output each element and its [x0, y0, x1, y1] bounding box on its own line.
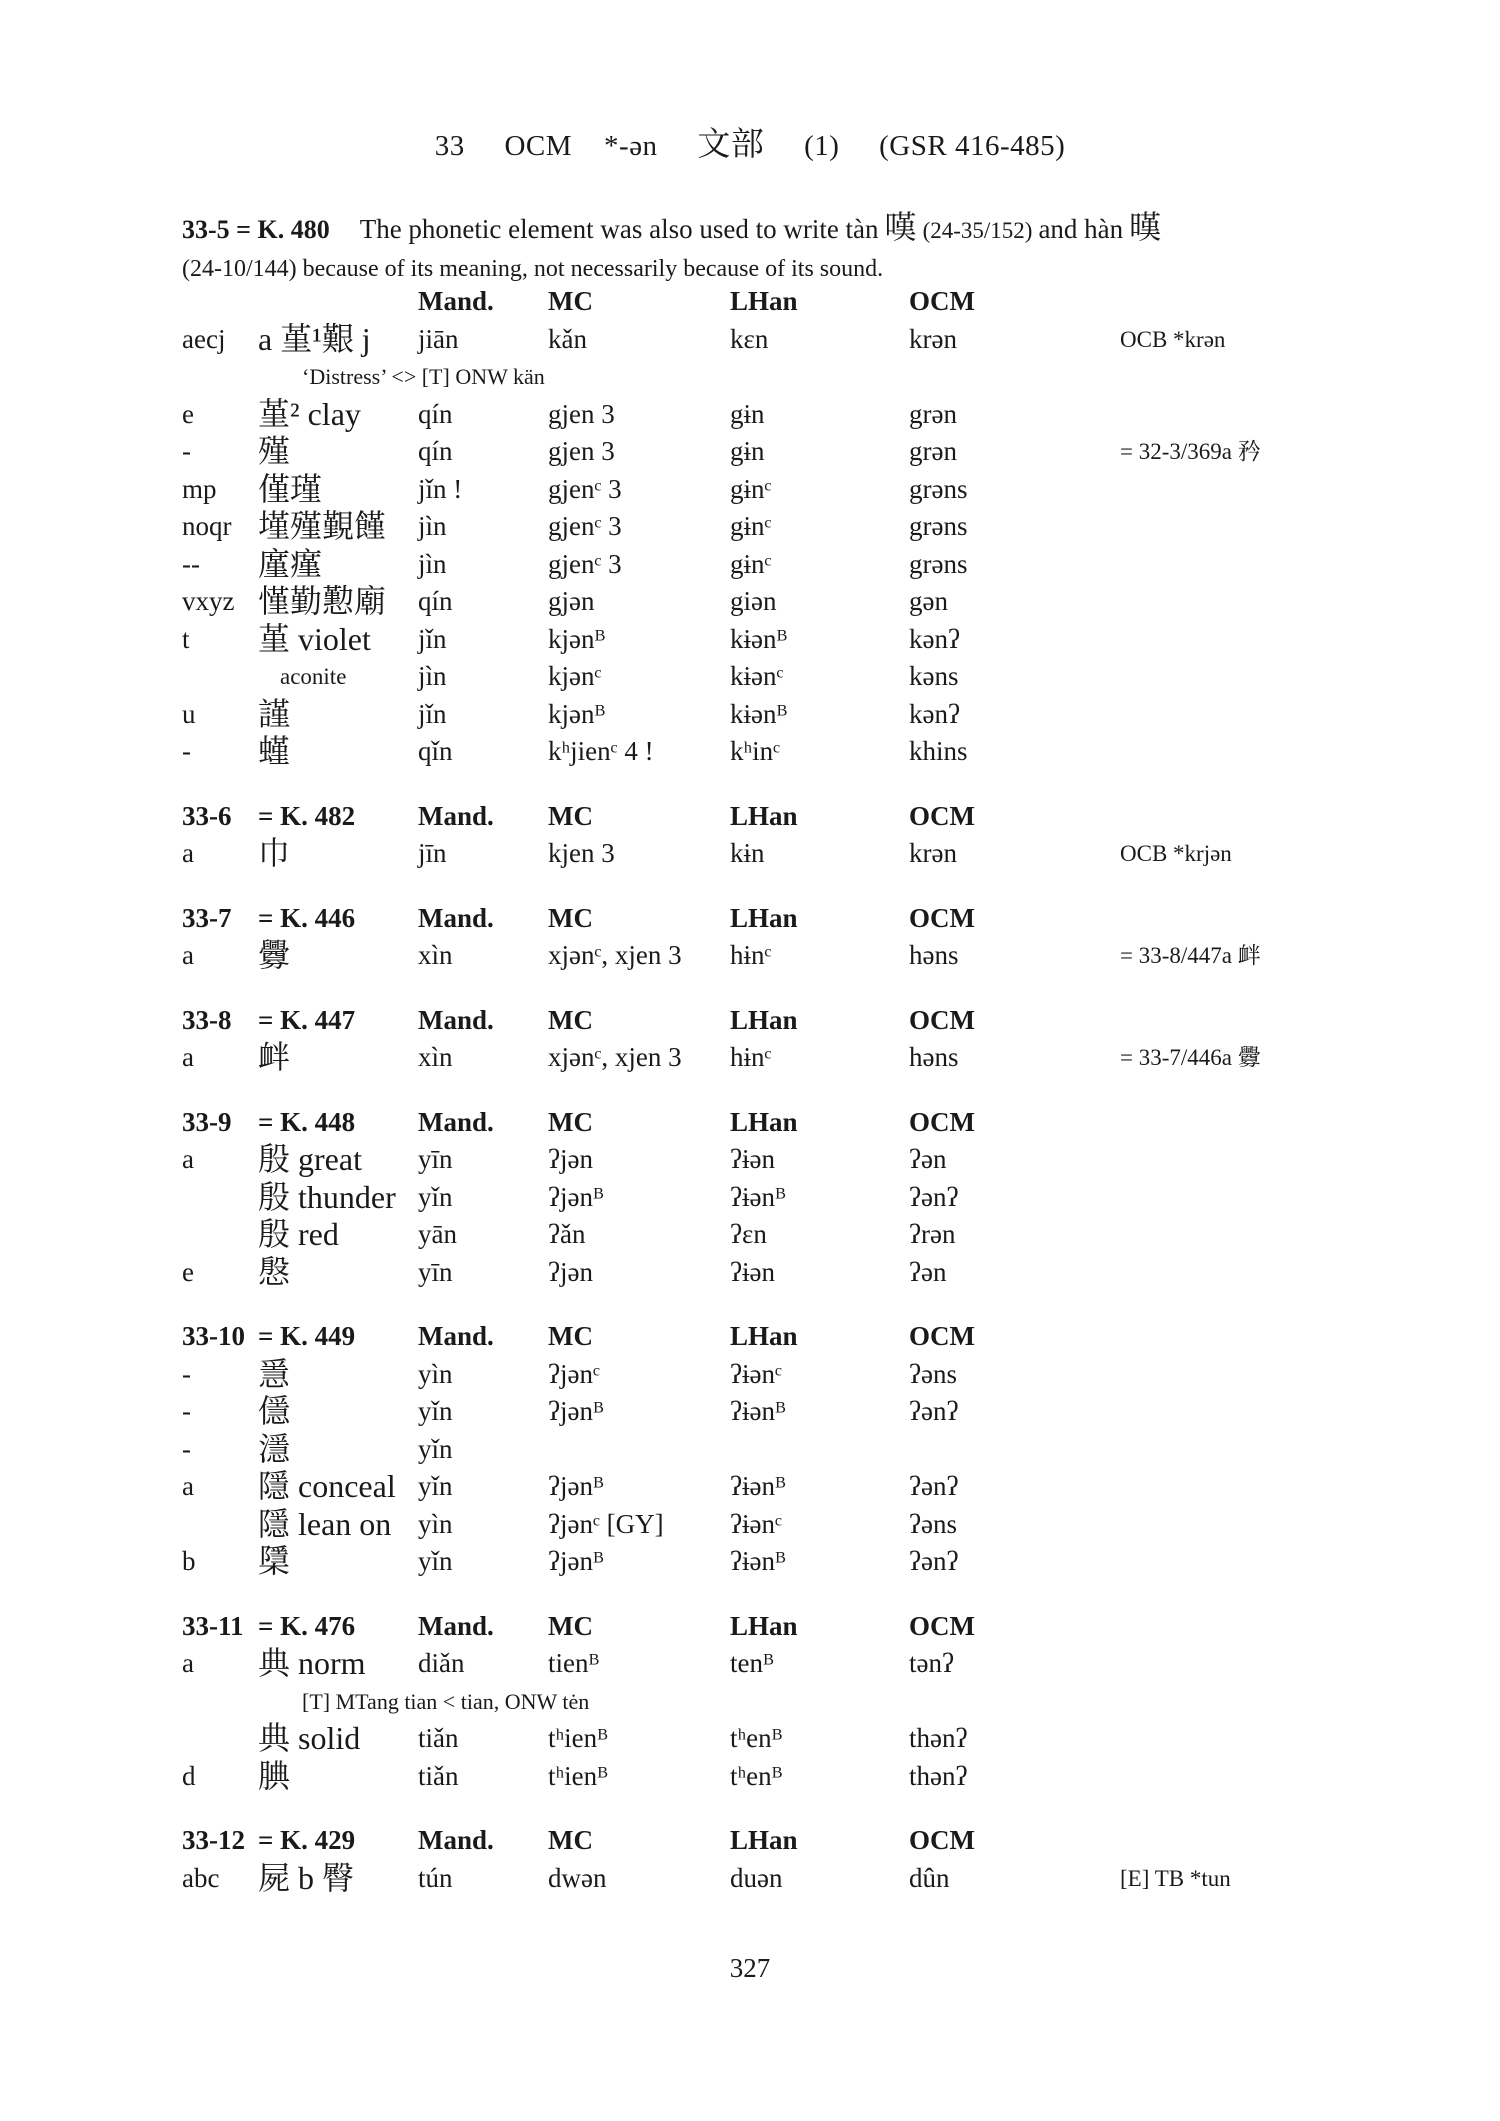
table-row — [182, 1683, 1382, 1721]
cell-ocm: grəns — [909, 548, 968, 579]
header-char: = K. 429 — [258, 1825, 356, 1855]
cell-mand: yīn — [418, 1256, 453, 1287]
cell-ocm: krən — [909, 838, 957, 868]
cell-mc: ʔjənᴮ — [548, 1546, 604, 1576]
table-row — [182, 621, 1382, 659]
cell-set: -- — [182, 548, 200, 579]
cell-lhan: ʔɨənᴮ — [730, 1546, 786, 1576]
header-mand: Mand. — [418, 1004, 494, 1035]
cell-char: 隱 conceal — [258, 1468, 396, 1504]
cell-mc: ʔjən — [548, 1256, 593, 1287]
phonetic-series-table — [182, 283, 1382, 1924]
table-row — [182, 396, 1382, 434]
cell-set: vxyz — [182, 586, 235, 616]
cell-lhan: tʰenᴮ — [730, 1723, 783, 1753]
cell-set: - — [182, 1433, 191, 1464]
cell-mand: tún — [418, 1862, 453, 1893]
cell-ocm: gən — [909, 586, 948, 616]
header-mc: MC — [548, 1321, 593, 1351]
cell-lhan: kʰinᶜ — [730, 736, 781, 766]
cell-ocm: ʔənʔ — [909, 1181, 959, 1212]
series-header — [182, 1822, 1382, 1860]
table-row — [182, 1179, 1382, 1217]
series-33-7 — [182, 900, 1382, 975]
cell-char: 屍 b 臀 — [258, 1859, 355, 1896]
cell-lhan: ʔɛn — [730, 1219, 767, 1249]
cell-mand: tiǎn — [418, 1723, 459, 1753]
annotation-line: [T] MTang tian < tian, ONW tėn — [302, 1688, 590, 1714]
cell-mc: ʔjənᴮ — [548, 1181, 604, 1212]
header-mand: Mand. — [418, 800, 494, 831]
cell-mand: yǐn — [418, 1471, 453, 1501]
cell-set: a — [182, 940, 194, 970]
cell-mc: ʔǎn — [548, 1219, 586, 1249]
cell-mc: tienᴮ — [548, 1648, 599, 1678]
table-row — [182, 658, 1382, 696]
table-row — [182, 358, 1382, 396]
cell-char: 㒚 — [258, 1393, 291, 1429]
cell-lhan: gɨn — [730, 398, 765, 429]
cell-ocm: dûn — [909, 1862, 950, 1893]
cell-char: 殣 — [258, 433, 291, 469]
cell-mc: gjən — [548, 586, 595, 616]
cell-lhan: gɨnᶜ — [730, 548, 772, 579]
table-row — [182, 1468, 1382, 1506]
header-lhan: LHan — [730, 1825, 798, 1855]
rime-final: *-ən — [604, 130, 658, 162]
intro-key: 33-5 = K. 480 — [182, 215, 330, 244]
cell-lhan: ʔɨənᶜ — [730, 1358, 782, 1389]
table-row — [182, 696, 1382, 734]
header-set: 33-9 — [182, 1106, 232, 1137]
cell-ocm: kənʔ — [909, 623, 960, 654]
cell-mand: jǐn — [418, 698, 447, 729]
cell-ocm: khins — [909, 736, 968, 766]
header-char: = K. 446 — [258, 902, 356, 933]
cell-char: 衅 — [258, 1039, 291, 1075]
series-33-10 — [182, 1318, 1382, 1581]
series-header — [182, 1318, 1382, 1356]
cell-mand: qín — [418, 586, 453, 616]
table-row — [182, 1356, 1382, 1394]
cell-char: 慇 — [258, 1253, 291, 1290]
cell-char: 謹 — [258, 695, 291, 732]
cell-mand: yān — [418, 1219, 457, 1249]
header-mc: MC — [548, 1106, 593, 1137]
cell-char: 慬勤懃廟 — [258, 583, 387, 619]
header-ocm: OCM — [909, 1106, 975, 1137]
table-row — [182, 1720, 1382, 1758]
cell-set: aecj — [182, 323, 226, 354]
chapter-number: 33 — [434, 130, 465, 162]
cell-char: 殷 red — [258, 1216, 339, 1252]
series-header — [182, 798, 1382, 836]
header-lhan: LHan — [730, 286, 798, 316]
intro-lead: The phonetic element was also used to write tàn — [359, 214, 879, 244]
cell-lhan: ʔɨənᴮ — [730, 1471, 786, 1501]
cell-char: 㥯 — [258, 1355, 291, 1392]
cell-lhan: tʰenᴮ — [730, 1760, 783, 1791]
cell-set: e — [182, 1256, 194, 1287]
intro-paragraph — [182, 208, 1322, 288]
cell-ocm: grəns — [909, 511, 968, 541]
cell-note: = 33-7/446a 釁 — [1120, 1045, 1261, 1070]
table-row — [182, 1393, 1382, 1431]
cell-set: abc — [182, 1862, 220, 1893]
cell-lhan: tenᴮ — [730, 1648, 774, 1678]
header-ocm: OCM — [909, 1004, 975, 1035]
header-mand: Mand. — [418, 1321, 494, 1351]
cell-mc: gjenᶜ 3 — [548, 548, 622, 579]
cell-mc: gjenᶜ 3 — [548, 473, 622, 504]
cell-ocm: tənʔ — [909, 1648, 954, 1678]
cell-mc: tʰienᴮ — [548, 1760, 608, 1791]
cell-ocm: həns — [909, 1042, 959, 1072]
header-ocm: OCM — [909, 286, 975, 316]
table-row — [182, 1860, 1382, 1898]
cell-note: = 32-3/369a 矜 — [1120, 439, 1261, 464]
cell-mand: yǐn — [418, 1396, 453, 1426]
header-set: 33-7 — [182, 902, 232, 933]
cell-set: a — [182, 1042, 194, 1072]
cell-set: t — [182, 623, 190, 654]
cell-char: 腆 — [258, 1757, 291, 1794]
table-row — [182, 508, 1382, 546]
series-33-11 — [182, 1608, 1382, 1796]
cell-ocm: ʔənʔ — [909, 1546, 959, 1576]
series-33-5 — [182, 283, 1382, 771]
cell-lhan: hɨnᶜ — [730, 940, 772, 970]
cell-ocm: grəns — [909, 473, 968, 504]
cell-char: 螼 — [258, 733, 291, 769]
cell-mand: jìn — [418, 548, 447, 579]
cell-set: - — [182, 736, 191, 766]
cell-char: 僅瑾 — [258, 470, 323, 507]
cell-ocm: krən — [909, 323, 957, 354]
cell-lhan: kɨənᴮ — [730, 698, 787, 729]
header-char: = K. 482 — [258, 800, 356, 831]
cell-mc: ʔjənᶜ — [548, 1358, 600, 1389]
cell-char: 典 solid — [258, 1720, 361, 1756]
cell-mand: jǐn — [418, 623, 447, 654]
cell-char: 殷 thunder — [258, 1178, 396, 1215]
cell-mand: yìn — [418, 1358, 453, 1389]
cell-lhan: ʔɨənᶜ — [730, 1508, 782, 1539]
header-ocm: OCM — [909, 1321, 975, 1351]
series-33-8 — [182, 1002, 1382, 1077]
series-33-9 — [182, 1104, 1382, 1292]
cell-mand: jìn — [418, 511, 447, 541]
cell-lhan: ʔɨənᴮ — [730, 1396, 786, 1426]
header-mc: MC — [548, 286, 593, 316]
header-set: 33-6 — [182, 800, 232, 831]
cell-set: - — [182, 1358, 191, 1389]
cell-lhan: giən — [730, 586, 777, 616]
table-row — [182, 1216, 1382, 1254]
cell-ocm: thənʔ — [909, 1760, 968, 1791]
cell-lhan: kɨənᴮ — [730, 623, 787, 654]
cell-lhan: gɨnᶜ — [730, 473, 772, 504]
cell-mc: kjen 3 — [548, 838, 615, 868]
intro-and: and hàn — [1038, 214, 1124, 244]
header-mand: Mand. — [418, 902, 494, 933]
header-mand: Mand. — [418, 1106, 494, 1137]
cell-ocm: ʔənʔ — [909, 1396, 959, 1426]
cell-lhan: ʔɨənᴮ — [730, 1181, 786, 1212]
cell-mand: jiān — [418, 323, 459, 354]
cell-mand: diǎn — [418, 1648, 465, 1678]
cell-set: e — [182, 398, 194, 429]
cell-mand: jìn — [418, 661, 447, 691]
cell-char: 堇² clay — [258, 395, 361, 432]
series-33-6 — [182, 798, 1382, 873]
header-mand: Mand. — [418, 1825, 494, 1855]
header-mc: MC — [548, 1825, 593, 1855]
cell-set: a — [182, 838, 194, 868]
cell-ocm: ʔən — [909, 1256, 947, 1287]
page-number: 327 — [729, 1953, 771, 1983]
cell-ocm: ʔəns — [909, 1508, 957, 1539]
cell-note: = 33-8/447a 衅 — [1120, 943, 1261, 968]
cell-mc: kjənᴮ — [548, 698, 605, 729]
cell-mand: qǐn — [418, 736, 453, 766]
cell-char: a 堇¹艱 j — [258, 320, 371, 357]
table-row — [182, 733, 1382, 771]
cell-mand: yǐn — [418, 1181, 453, 1212]
cell-mand: yīn — [418, 1144, 453, 1174]
cell-char: 濦 — [258, 1430, 291, 1467]
rime-part: (1) — [804, 130, 840, 162]
cell-set: a — [182, 1471, 194, 1501]
intro-char-1: 嘆 — [884, 209, 917, 245]
cell-lhan: duən — [730, 1862, 783, 1893]
table-row — [182, 471, 1382, 509]
table-row — [182, 937, 1382, 975]
cell-mc: ʔjənᴮ — [548, 1471, 604, 1501]
header-ocm: OCM — [909, 902, 975, 933]
cell-set: b — [182, 1546, 196, 1576]
cell-mc: ʔjənᶜ [GY] — [548, 1508, 664, 1539]
cell-mand: jǐn ! — [418, 473, 463, 504]
header-lhan: LHan — [730, 902, 798, 933]
header-ocm: OCM — [909, 800, 975, 831]
cell-set: d — [182, 1760, 196, 1791]
cell-char: aconite — [280, 664, 347, 689]
cell-mc: xjənᶜ, xjen 3 — [548, 940, 682, 970]
table-row — [182, 1645, 1382, 1683]
cell-note: OCB *krjən — [1120, 841, 1232, 866]
table-row — [182, 546, 1382, 584]
cell-mc: gjen 3 — [548, 436, 615, 466]
header-char: = K. 449 — [258, 1321, 356, 1351]
cell-set: a — [182, 1144, 194, 1174]
series-header — [182, 1104, 1382, 1142]
rime-label: OCM — [504, 130, 573, 162]
page-header — [0, 118, 1500, 165]
cell-char: 釁 — [258, 937, 291, 973]
header-lhan: LHan — [730, 1106, 798, 1137]
series-header — [182, 900, 1382, 938]
cell-note: [E] TB *tun — [1120, 1865, 1231, 1891]
cell-ocm: ʔrən — [909, 1219, 956, 1249]
cell-mc: gjenᶜ 3 — [548, 511, 622, 541]
series-header — [182, 283, 1382, 321]
cell-mand: tiǎn — [418, 1760, 459, 1791]
cell-lhan: kɨn — [730, 838, 765, 868]
cell-ocm: grən — [909, 436, 957, 466]
cell-ocm: həns — [909, 940, 959, 970]
header-mc: MC — [548, 800, 593, 831]
table-row — [182, 1506, 1382, 1544]
header-mc: MC — [548, 1004, 593, 1035]
table-row — [182, 583, 1382, 621]
header-char: = K. 476 — [258, 1610, 356, 1641]
cell-mc: kjənᶜ — [548, 661, 602, 691]
header-set: 33-11 — [182, 1610, 244, 1641]
cell-lhan: gɨn — [730, 436, 765, 466]
cell-note: OCB *krən — [1120, 326, 1226, 352]
table-row — [182, 1431, 1382, 1469]
table-row — [182, 1758, 1382, 1796]
cell-char: 堇 violet — [258, 620, 371, 657]
table-row — [182, 1141, 1382, 1179]
header-set: 33-10 — [182, 1321, 245, 1351]
series-header — [182, 1608, 1382, 1646]
cell-char: 巾 — [258, 835, 291, 871]
header-set: 33-12 — [182, 1825, 245, 1855]
cell-char: 殷 great — [258, 1141, 362, 1177]
cell-mand: yǐn — [418, 1546, 453, 1576]
cell-set: - — [182, 1396, 191, 1426]
cell-char: 典 norm — [258, 1645, 366, 1681]
intro-line-2: (24-10/144) because of its meaning, not necessarily because of its sound. — [182, 256, 884, 282]
header-mand: Mand. — [418, 286, 494, 316]
cell-mand: yìn — [418, 1508, 453, 1539]
intro-char-2: 暵 — [1129, 209, 1162, 245]
cell-ocm: ʔənʔ — [909, 1471, 959, 1501]
cell-mc: kʰjienᶜ 4 ! — [548, 736, 654, 766]
cell-mand: jīn — [418, 838, 447, 868]
header-lhan: LHan — [730, 1321, 798, 1351]
cell-set: u — [182, 698, 196, 729]
table-row — [182, 1039, 1382, 1077]
header-mand: Mand. — [418, 1610, 494, 1641]
header-lhan: LHan — [730, 1610, 798, 1641]
header-mc: MC — [548, 902, 593, 933]
table-row — [182, 1543, 1382, 1581]
cell-ocm: kəns — [909, 661, 959, 691]
cell-ocm: ʔəns — [909, 1358, 957, 1389]
header-lhan: LHan — [730, 1004, 798, 1035]
cell-lhan: kɛn — [730, 323, 769, 354]
cell-ocm: ʔən — [909, 1144, 947, 1174]
cell-lhan: kɨənᶜ — [730, 661, 784, 691]
cell-mand: xìn — [418, 1042, 453, 1072]
table-row — [182, 433, 1382, 471]
header-ocm: OCM — [909, 1825, 975, 1855]
cell-mc: xjənᶜ, xjen 3 — [548, 1042, 682, 1072]
cell-mc: dwən — [548, 1862, 607, 1893]
cell-mc: tʰienᴮ — [548, 1723, 608, 1753]
cell-mand: xìn — [418, 940, 453, 970]
table-row — [182, 835, 1382, 873]
series-33-12 — [182, 1822, 1382, 1897]
cell-mc: ʔjənᴮ — [548, 1396, 604, 1426]
cell-set: a — [182, 1648, 194, 1678]
cell-lhan: ʔɨən — [730, 1144, 775, 1174]
annotation-line: ‘Distress’ <> [T] ONW kän — [302, 364, 545, 389]
cell-lhan: ʔɨən — [730, 1256, 775, 1287]
cell-mc: ʔjən — [548, 1144, 593, 1174]
cell-mand: qín — [418, 436, 453, 466]
cell-char: 墐殣覲饉 — [258, 508, 387, 544]
cell-mc: gjen 3 — [548, 398, 615, 429]
cell-char: 檃 — [258, 1543, 291, 1579]
header-char: = K. 447 — [258, 1004, 356, 1035]
cell-char: 隱 lean on — [258, 1505, 392, 1542]
cell-set: - — [182, 436, 191, 466]
gsr-range: (GSR 416-485) — [879, 130, 1066, 162]
series-header — [182, 1002, 1382, 1040]
header-set: 33-8 — [182, 1004, 232, 1035]
header-mc: MC — [548, 1610, 593, 1641]
cell-mand: qín — [418, 398, 453, 429]
cell-ocm: grən — [909, 398, 957, 429]
cell-set: mp — [182, 473, 217, 504]
header-ocm: OCM — [909, 1610, 975, 1641]
intro-ref-1: (24-35/152) — [922, 218, 1033, 243]
table-row — [182, 1254, 1382, 1292]
header-lhan: LHan — [730, 800, 798, 831]
cell-lhan: gɨnᶜ — [730, 511, 772, 541]
table-row — [182, 321, 1382, 359]
rime-chinese: 文部 — [697, 127, 765, 163]
cell-set: noqr — [182, 511, 232, 541]
header-char: = K. 448 — [258, 1106, 356, 1137]
cell-mc: kjənᴮ — [548, 623, 605, 654]
cell-lhan: hɨnᶜ — [730, 1042, 772, 1072]
cell-mc: kǎn — [548, 323, 587, 354]
cell-mand: yǐn — [418, 1433, 453, 1464]
cell-ocm: thənʔ — [909, 1723, 968, 1753]
cell-ocm: kənʔ — [909, 698, 960, 729]
cell-char: 廑瘽 — [258, 545, 323, 582]
